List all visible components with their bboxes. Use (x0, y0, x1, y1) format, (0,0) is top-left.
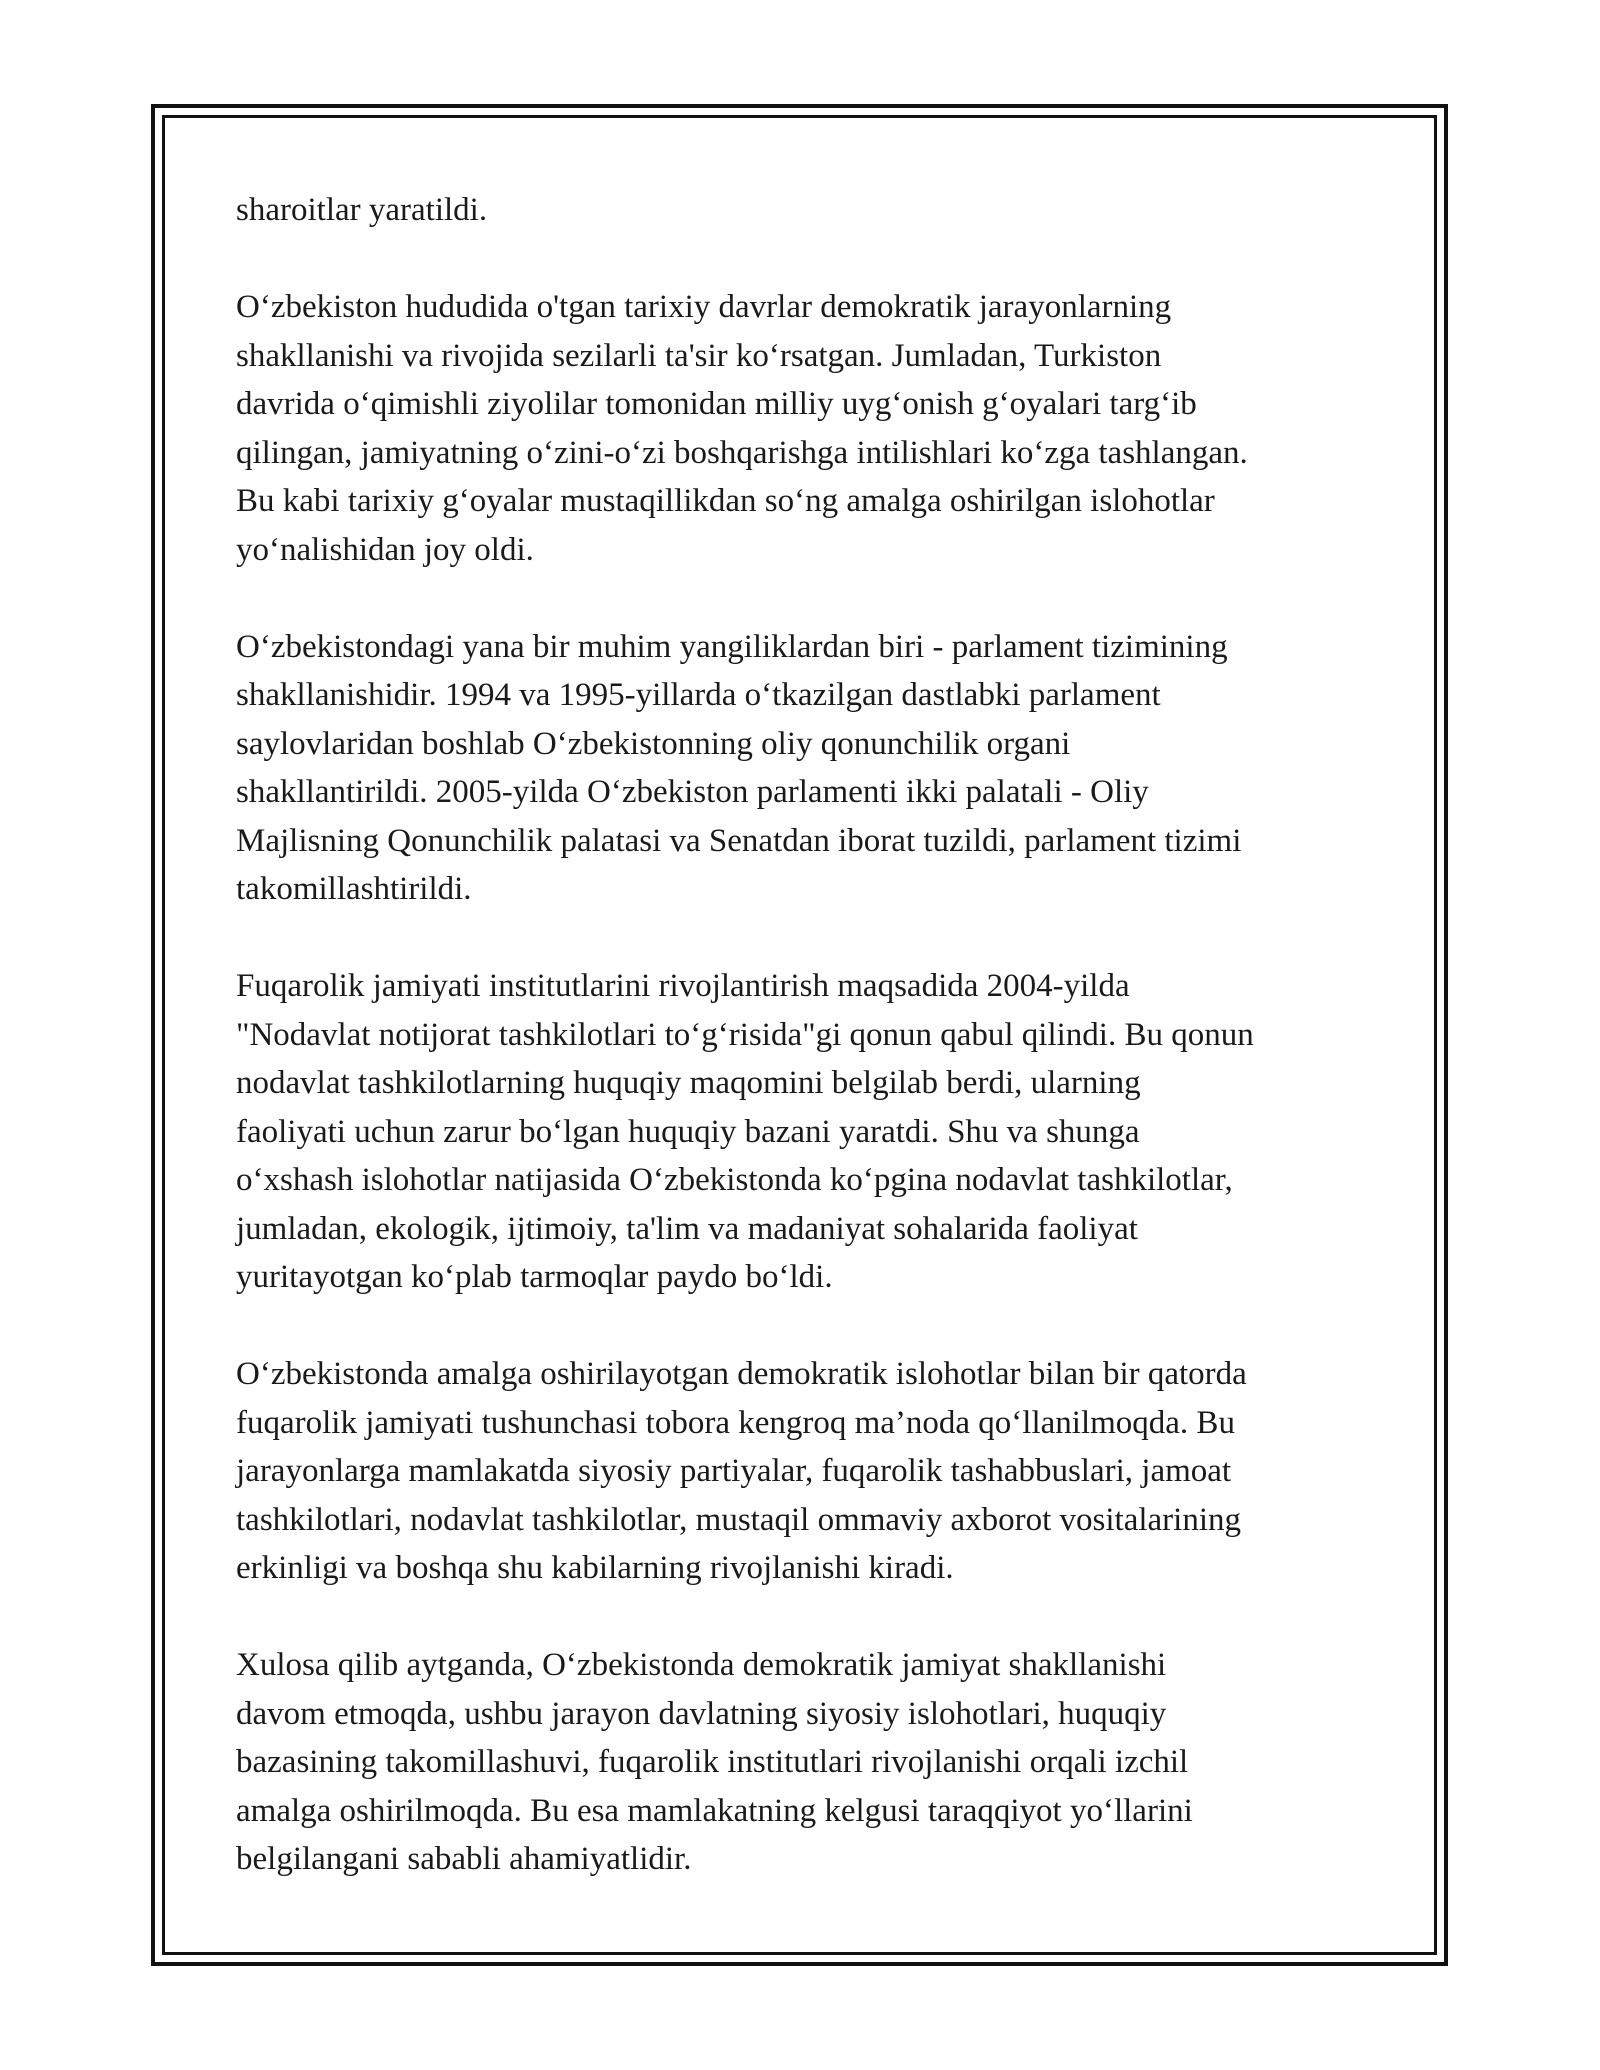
text-line: Xulosa qilib aytganda, O‘zbekistonda demokratik jamiyat shakllanishi (236, 1647, 1167, 1683)
text-line: O‘zbekistonda amalga oshirilayotgan demokratik islohotlar bilan bir qatorda (236, 1356, 1247, 1392)
text-line: davrida o‘qimishli ziyolilar tomonidan milliy uyg‘onish g‘oyalari targ‘ib (236, 386, 1197, 422)
text-line: nodavlat tashkilotlarning huquqiy maqomini belgilab berdi, ularning (236, 1065, 1141, 1101)
text-line: belgilangani sababli ahamiyatlidir. (236, 1841, 692, 1877)
text-line: o‘xshash islohotlar natijasida O‘zbekistonda ko‘pgina nodavlat tashkilotlar, (236, 1162, 1233, 1198)
text-line: amalga oshirilmoqda. Bu esa mamlakatning kelgusi taraqqiyot yo‘llarini (236, 1792, 1193, 1829)
text-line: jarayonlarga mamlakatda siyosiy partiyalar, fuqarolik tashabbuslari, jamoat (236, 1453, 1232, 1489)
paragraph-2 (236, 283, 1396, 574)
text-line: Fuqarolik jamiyati institutlarini rivojlantirish maqsadida 2004-yilda (236, 968, 1130, 1004)
text-line: bazasining takomillashuvi, fuqarolik institutlari rivojlanishi orqali izchil (236, 1744, 1189, 1780)
text-line: yuritayotgan ko‘plab tarmoqlar paydo bo‘ldi. (236, 1259, 833, 1295)
text-line: shakllanishidir. 1994 va 1995-yillarda o‘tkazilgan dastlabki parlament (236, 677, 1161, 713)
text-line: jumladan, ekologik, ijtimoiy, ta'lim va madaniyat sohalarida faoliyat (236, 1210, 1138, 1247)
text-line: davom etmoqda, ushbu jarayon davlatning siyosiy islohotlari, huquqiy (236, 1695, 1167, 1732)
text-line: sharoitlar yaratildi. (236, 192, 488, 228)
text-line: Majlisning Qonunchilik palatasi va Senatdan iborat tuzildi, parlament tizimi (236, 822, 1242, 859)
text-line: shakllantirildi. 2005-yilda O‘zbekiston parlamenti ikki palatali - Oliy (236, 774, 1149, 810)
text-line: shakllanishi va rivojida sezilarli ta'sir ko‘rsatgan. Jumladan, Turkiston (236, 337, 1162, 374)
paragraph-4 (236, 962, 1396, 1302)
text-line: fuqarolik jamiyati tushunchasi tobora kengroq ma’noda qo‘llanilmoqda. Bu (236, 1404, 1235, 1441)
paragraph-1 (236, 186, 1396, 235)
paragraph-6 (236, 1641, 1396, 1884)
paragraph-3 (236, 623, 1396, 914)
document-body (236, 186, 1396, 1932)
text-line: O‘zbekistondagi yana bir muhim yangiliklardan biri - parlament tizimining (236, 628, 1228, 665)
text-line: yo‘nalishidan joy oldi. (236, 531, 534, 568)
text-line: erkinligi va boshqa shu kabilarning rivojlanishi kiradi. (236, 1550, 954, 1586)
paragraph-5 (236, 1350, 1396, 1593)
text-line: qilingan, jamiyatning o‘zini-o‘zi boshqarishga intilishlari ko‘zga tashlangan. (236, 434, 1248, 471)
text-line: faoliyati uchun zarur bo‘lgan huquqiy bazani yaratdi. Shu va shunga (236, 1113, 1140, 1150)
text-line: saylovlaridan boshlab O‘zbekistonning oliy qonunchilik organi (236, 725, 1071, 762)
text-line: O‘zbekiston hududida o'tgan tarixiy davrlar demokratik jarayonlarning (236, 289, 1172, 325)
text-line: tashkilotlari, nodavlat tashkilotlar, mustaqil ommaviy axborot vositalarining (236, 1501, 1242, 1538)
text-line: takomillashtirildi. (236, 871, 472, 907)
text-line: "Nodavlat notijorat tashkilotlari to‘g‘risida"gi qonun qabul qilindi. Bu qonun (236, 1016, 1254, 1053)
text-line: Bu kabi tarixiy g‘oyalar mustaqillikdan so‘ng amalga oshirilgan islohotlar (236, 483, 1215, 519)
